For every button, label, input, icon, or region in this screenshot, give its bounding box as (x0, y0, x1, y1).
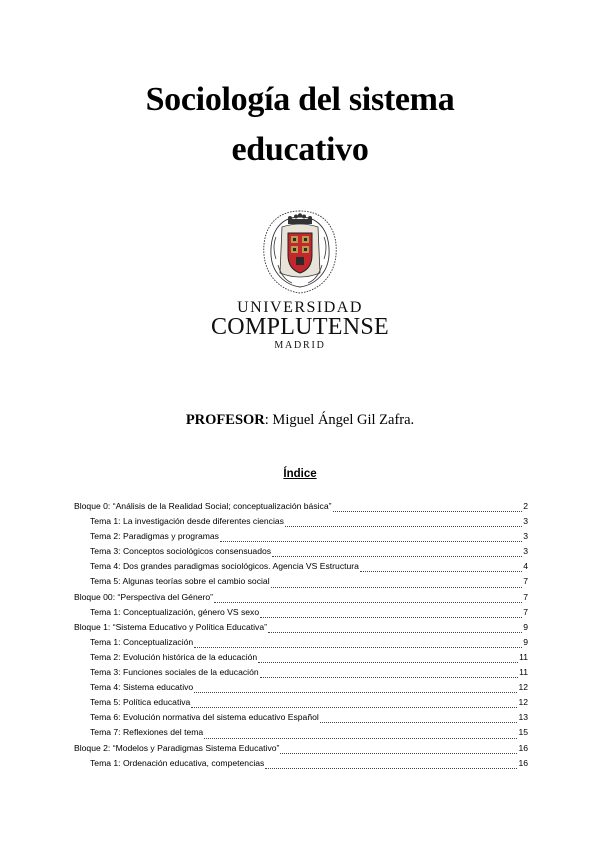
toc-entry-label: Tema 1: La investigación desde diferentes ciencias (90, 516, 284, 527)
toc-dot-leader (360, 571, 522, 572)
toc-entry-bloque[interactable] (74, 501, 528, 516)
toc-entry-tema[interactable] (74, 682, 528, 697)
toc-page-number: 11 (519, 667, 528, 678)
toc-page-number: 12 (518, 682, 528, 693)
toc-page-number: 9 (523, 621, 528, 632)
toc-entry-tema[interactable] (74, 531, 528, 546)
toc-dot-leader (191, 707, 517, 708)
toc-entry-label: Tema 1: Ordenación educativa, competencias (90, 757, 265, 768)
toc-entry-tema[interactable] (74, 561, 528, 576)
toc-dot-leader (214, 602, 522, 603)
document-title-line-2: educativo (231, 131, 369, 168)
toc-entry-label: Bloque 00: “Perspectiva del Género” (74, 591, 214, 602)
table-of-contents (74, 501, 528, 773)
toc-page-number: 16 (518, 757, 528, 768)
toc-entry-label: Tema 4: Sistema educativo (90, 682, 194, 693)
toc-page-number: 15 (518, 727, 528, 738)
toc-entry-label: Tema 1: Conceptualización (90, 636, 194, 647)
toc-page-number: 7 (523, 591, 528, 602)
toc-dot-leader (194, 647, 522, 648)
toc-entry-tema[interactable] (74, 667, 528, 682)
toc-page-number: 2 (523, 501, 528, 511)
toc-dot-leader (271, 587, 523, 588)
toc-entry-label: Bloque 2: “Modelos y Paradigmas Sistema Educativo” (74, 742, 280, 753)
toc-page-number: 3 (523, 531, 528, 542)
toc-dot-leader (280, 753, 517, 754)
toc-page-number: 12 (518, 697, 528, 708)
index-heading: Índice (283, 468, 317, 480)
toc-dot-leader (260, 677, 518, 678)
toc-page-number: 7 (523, 576, 528, 587)
university-city: MADRID (274, 340, 326, 351)
toc-page-number: 11 (519, 651, 528, 662)
toc-entry-tema[interactable] (74, 576, 528, 591)
toc-page-number: 13 (518, 712, 528, 723)
toc-entry-label: Tema 3: Conceptos sociológicos consensuados (90, 546, 272, 557)
toc-entry-tema[interactable] (74, 758, 528, 773)
toc-entry-label: Tema 2: Evolución histórica de la educación (90, 651, 258, 662)
toc-page-number: 4 (523, 561, 528, 572)
document-title-line-1: Sociología del sistema (145, 81, 455, 118)
toc-entry-tema[interactable] (74, 727, 528, 742)
toc-entry-label: Tema 6: Evolución normativa del sistema educativo Español (90, 712, 319, 723)
toc-entry-tema[interactable] (74, 637, 528, 652)
toc-entry-tema[interactable] (74, 652, 528, 667)
toc-page-number: 16 (518, 742, 528, 753)
toc-entry-label: Tema 5: Política educativa (90, 697, 191, 708)
toc-entry-tema[interactable] (74, 697, 528, 712)
toc-entry-tema[interactable] (74, 712, 528, 727)
toc-entry-label: Tema 5: Algunas teorías sobre el cambio social (90, 576, 270, 587)
toc-dot-leader (333, 511, 523, 512)
university-name-line-2: COMPLUTENSE (211, 314, 389, 340)
toc-entry-bloque[interactable] (74, 622, 528, 637)
university-crest-icon (252, 207, 348, 295)
toc-entry-label: Tema 4: Dos grandes paradigmas sociológicos. Agencia VS Estructura (90, 561, 359, 572)
professor-line (0, 412, 600, 429)
toc-dot-leader (260, 617, 522, 618)
toc-dot-leader (258, 662, 518, 663)
toc-entry-bloque[interactable] (74, 592, 528, 607)
toc-dot-leader (265, 768, 517, 769)
toc-entry-label: Tema 1: Conceptualización, género VS sexo (90, 606, 260, 617)
toc-page-number: 9 (523, 636, 528, 647)
toc-dot-leader (194, 692, 517, 693)
toc-entry-tema[interactable] (74, 607, 528, 622)
toc-page-number: 7 (523, 606, 528, 617)
toc-dot-leader (204, 738, 517, 739)
toc-dot-leader (320, 722, 518, 723)
toc-entry-label: Bloque 0: “Análisis de la Realidad Social; conceptualización básica” (74, 501, 332, 511)
university-name-line-1: UNIVERSIDAD (237, 299, 363, 316)
professor-name: : Miguel Ángel Gil Zafra. (264, 412, 415, 428)
toc-page-number: 3 (523, 546, 528, 557)
toc-dot-leader (285, 526, 522, 527)
toc-entry-label: Bloque 1: “Sistema Educativo y Política Educativa” (74, 621, 267, 632)
toc-entry-bloque[interactable] (74, 743, 528, 758)
professor-label: PROFESOR (185, 412, 265, 428)
toc-dot-leader (268, 632, 522, 633)
toc-entry-label: Tema 2: Paradigmas y programas (90, 531, 219, 542)
toc-entry-tema[interactable] (74, 516, 528, 531)
toc-entry-label: Tema 3: Funciones sociales de la educación (90, 667, 259, 678)
toc-page-number: 3 (523, 516, 528, 527)
toc-entry-tema[interactable] (74, 546, 528, 561)
toc-dot-leader (272, 556, 522, 557)
toc-dot-leader (220, 541, 522, 542)
toc-entry-label: Tema 7: Reflexiones del tema (90, 727, 204, 738)
